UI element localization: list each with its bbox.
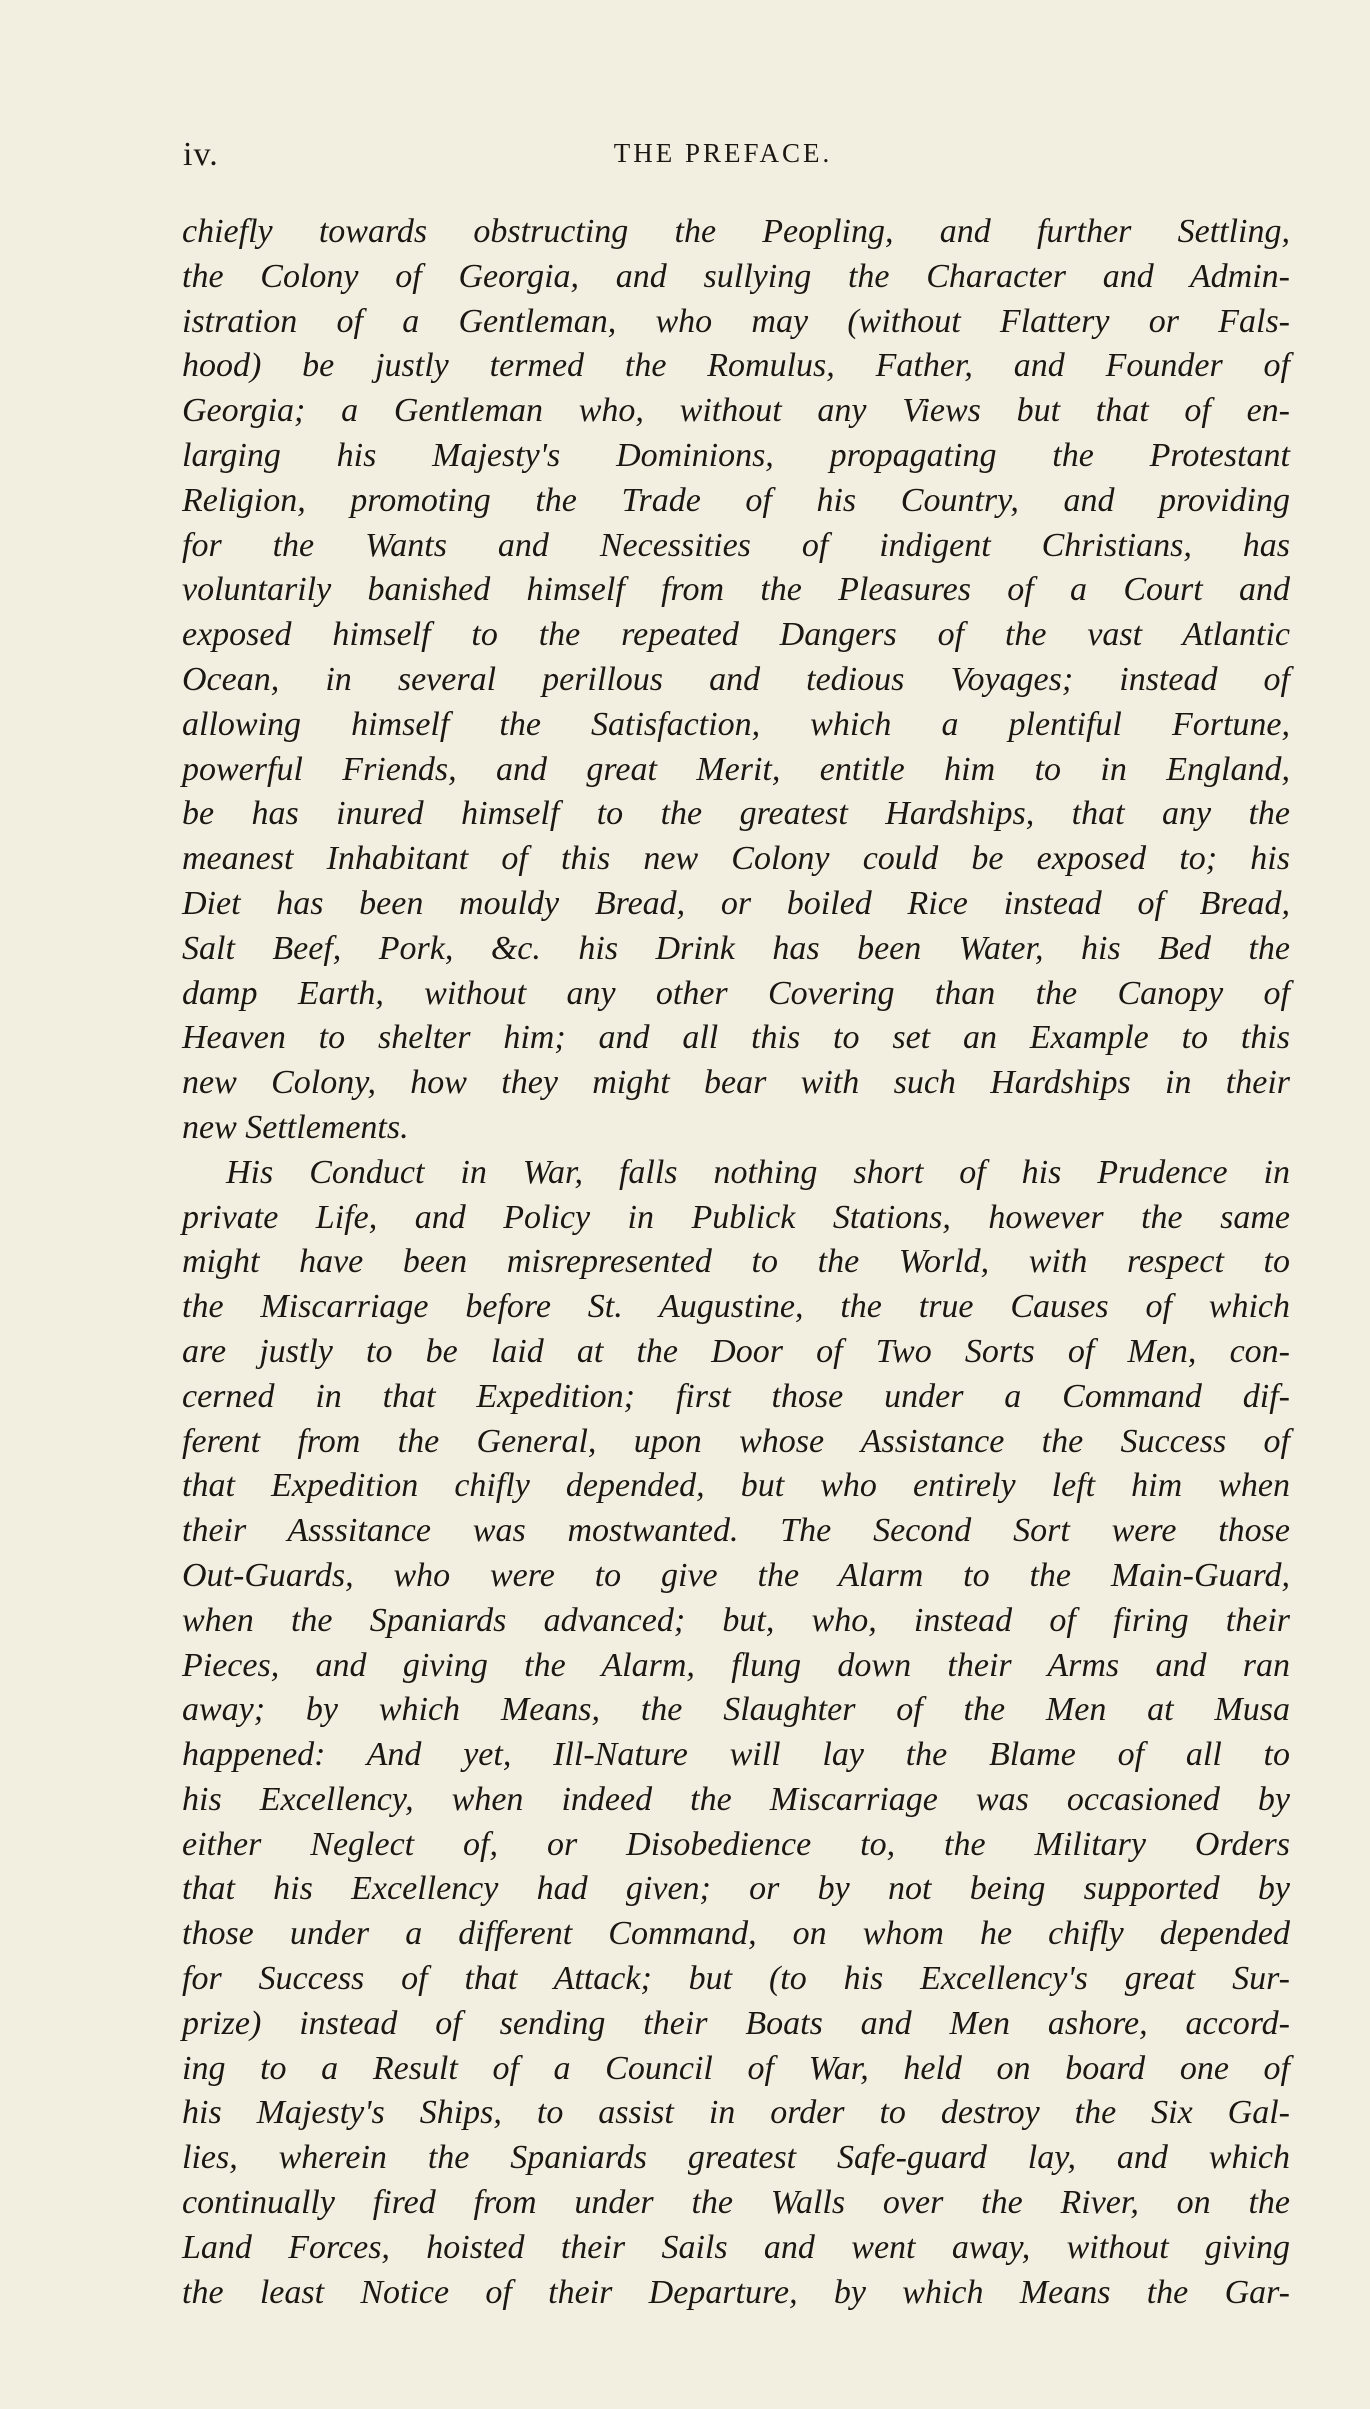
text-line: be has inured himself to the greatest Hardships, that any the [182, 795, 1290, 833]
text-line: those under a different Command, on whom he chifly depended [182, 1915, 1290, 1953]
text-line: the least Notice of their Departure, by which Means the Gar- [182, 2273, 1290, 2311]
text-line: either Neglect of, or Disobedience to, the Military Orders [182, 1825, 1290, 1863]
text-line: his Majesty's Ships, to assist in order to destroy the Six Gal- [182, 2094, 1290, 2132]
text-line: His Conduct in War, falls nothing short of his Prudence in [226, 1153, 1290, 1191]
text-line: lies, wherein the Spaniards greatest Safe-guard lay, and which [182, 2139, 1290, 2177]
text-line: new Colony, how they might bear with such Hardships in their [182, 1064, 1290, 1102]
text-line: prize) instead of sending their Boats and Men ashore, accord- [182, 2004, 1290, 2042]
text-line: istration of a Gentleman, who may (without Flattery or Fals- [182, 302, 1290, 340]
text-line: voluntarily banished himself from the Pleasures of a Court and [182, 571, 1290, 609]
text-line: the Miscarriage before St. Augustine, the true Causes of which [182, 1288, 1290, 1326]
body-text [182, 210, 1290, 2315]
text-line: when the Spaniards advanced; but, who, instead of firing their [182, 1601, 1290, 1639]
text-line: happened: And yet, Ill-Nature will lay the Blame of all to [182, 1736, 1290, 1774]
text-line: Religion, promoting the Trade of his Country, and providing [182, 481, 1290, 519]
text-line: hood) be justly termed the Romulus, Father, and Founder of [182, 347, 1290, 385]
text-line: Land Forces, hoisted their Sails and went away, without giving [182, 2228, 1290, 2266]
text-line: Ocean, in several perillous and tedious Voyages; instead of [182, 660, 1290, 698]
text-line: powerful Friends, and great Merit, entitle him to in England, [182, 750, 1290, 788]
text-line: ing to a Result of a Council of War, held on board one of [182, 2049, 1290, 2087]
text-line: that Expedition chifly depended, but who entirely left him when [182, 1467, 1290, 1505]
text-line: are justly to be laid at the Door of Two Sorts of Men, con- [182, 1332, 1290, 1370]
page-number: iv. [183, 136, 219, 173]
text-line: exposed himself to the repeated Dangers of the vast Atlantic [182, 616, 1290, 654]
text-line: Diet has been mouldy Bread, or boiled Rice instead of Bread, [182, 884, 1290, 922]
text-line: Pieces, and giving the Alarm, flung down their Arms and ran [182, 1646, 1290, 1684]
text-line: Georgia; a Gentleman who, without any Views but that of en- [182, 392, 1290, 430]
text-line: private Life, and Policy in Publick Stations, however the same [182, 1198, 1290, 1236]
text-line: for the Wants and Necessities of indigent Christians, has [182, 526, 1290, 564]
text-line: larging his Majesty's Dominions, propagating the Protestant [182, 436, 1290, 474]
page-header [183, 136, 1263, 176]
text-line: away; by which Means, the Slaughter of the Men at Musa [182, 1691, 1290, 1729]
text-line: might have been misrepresented to the World, with respect to [182, 1243, 1290, 1281]
text-line: Out-Guards, who were to give the Alarm to the Main-Guard, [182, 1556, 1290, 1594]
text-line: ferent from the General, upon whose Assistance the Success of [182, 1422, 1290, 1460]
text-line: cerned in that Expedition; first those under a Command dif- [182, 1377, 1290, 1415]
text-line: the Colony of Georgia, and sullying the Character and Admin- [182, 257, 1290, 295]
text-line: new Settlements. [182, 1108, 409, 1146]
text-line: meanest Inhabitant of this new Colony could be exposed to; his [182, 840, 1290, 878]
text-line: that his Excellency had given; or by not being supported by [182, 1870, 1290, 1908]
text-line: for Success of that Attack; but (to his Excellency's great Sur- [182, 1960, 1290, 1998]
text-line: his Excellency, when indeed the Miscarriage was occasioned by [182, 1780, 1290, 1818]
text-line: damp Earth, without any other Covering than the Canopy of [182, 974, 1290, 1012]
text-line: Heaven to shelter him; and all this to set an Example to this [182, 1019, 1290, 1057]
text-line: allowing himself the Satisfaction, which a plentiful Fortune, [182, 705, 1290, 743]
text-line: their Asssitance was mostwanted. The Second Sort were those [182, 1512, 1290, 1550]
text-line: Salt Beef, Pork, &c. his Drink has been Water, his Bed the [182, 929, 1290, 967]
text-line: continually fired from under the Walls over the River, on the [182, 2184, 1290, 2222]
running-head: THE PREFACE. [613, 138, 833, 168]
text-line: chiefly towards obstructing the Peopling, and further Settling, [182, 213, 1290, 250]
